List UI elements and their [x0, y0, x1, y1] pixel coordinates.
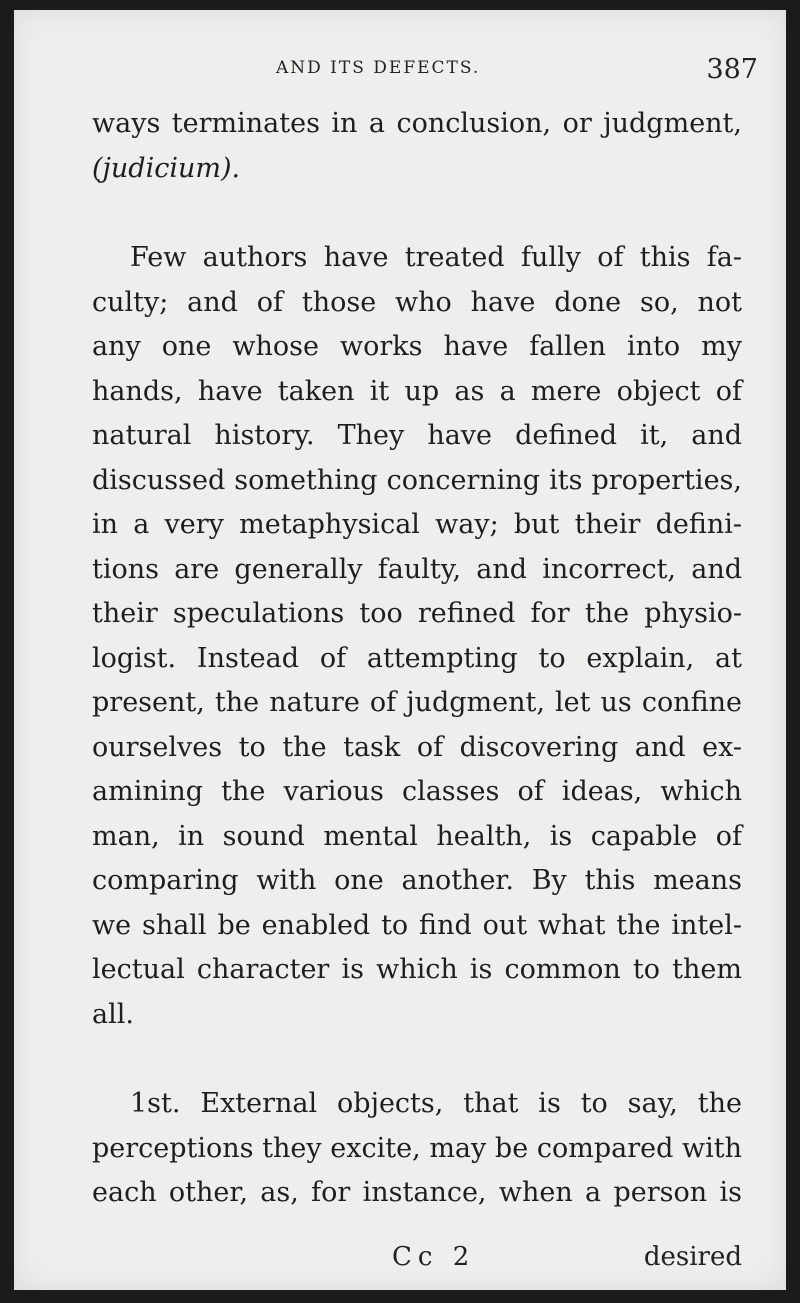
text-line: their speculations too refined for the physio-	[92, 598, 742, 629]
text-line: all.	[92, 998, 134, 1030]
text-line: ourselves to the task of discovering and ex-	[92, 731, 742, 763]
text-line: comparing with one another. By this means	[92, 865, 742, 896]
text-line: discussed something concerning its properties,	[92, 464, 742, 496]
signature-mark: Cc 2	[392, 1242, 476, 1272]
text-line: culty; and of those who have done so, not	[92, 286, 742, 318]
text-line: present, the nature of judgment, let us confine	[92, 687, 742, 718]
body-text	[92, 102, 742, 1216]
paragraph-2	[92, 236, 742, 1037]
text-line: natural history. They have defined it, and	[92, 420, 742, 451]
text-line: in a very metaphysical way; but their defini-	[92, 509, 742, 540]
text-line: we shall be enabled to find out what the intel-	[92, 909, 742, 941]
text-line: 1st. External objects, that is to say, the	[130, 1088, 742, 1119]
page-number: 387	[706, 54, 758, 85]
text-line: perceptions they excite, may be compared with	[92, 1132, 742, 1164]
text-line: each other, as, for instance, when a person is	[92, 1177, 742, 1208]
text-line: man, in sound mental health, is capable of	[92, 820, 742, 852]
catchword: desired	[643, 1242, 742, 1272]
text-line: lectual character is which is common to them	[92, 954, 742, 985]
text-line: Few authors have treated fully of this fa-	[130, 242, 742, 273]
paragraph-1	[92, 102, 742, 191]
text-line: logist. Instead of attempting to explain, at	[92, 642, 742, 674]
text-line: hands, have taken it up as a mere object of	[92, 375, 742, 407]
text-line: any one whose works have fallen into my	[92, 331, 742, 362]
text-line: ways terminates in a conclusion, or judgment,	[92, 108, 742, 139]
text-line: amining the various classes of ideas, which	[92, 776, 742, 807]
book-page	[14, 10, 786, 1290]
text-line: tions are generally faulty, and incorrect, and	[92, 553, 742, 585]
text-line: (judicium).	[92, 152, 241, 184]
running-head: AND ITS DEFECTS.	[276, 58, 481, 78]
paragraph-3	[92, 1082, 742, 1216]
